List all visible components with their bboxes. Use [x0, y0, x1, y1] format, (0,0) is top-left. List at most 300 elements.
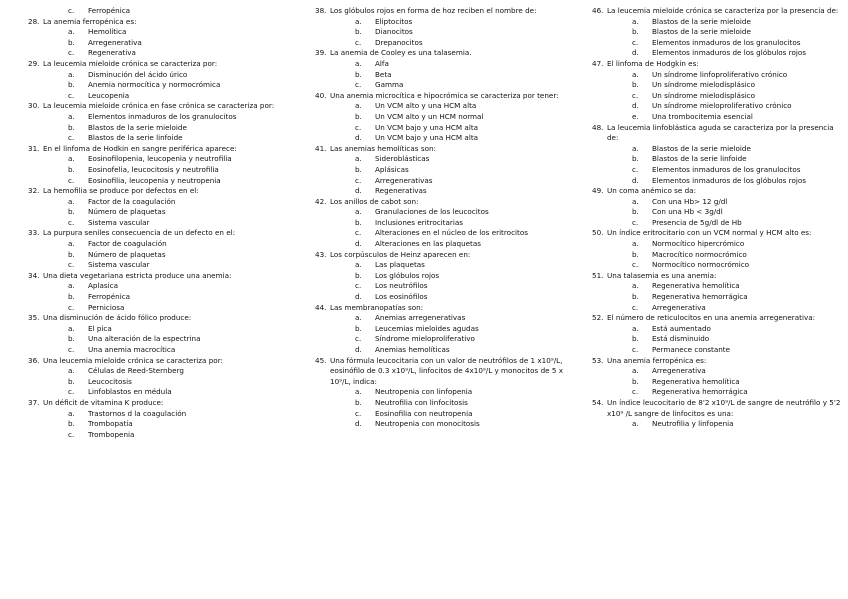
- option-letter: c.: [632, 260, 639, 270]
- option-letter: b.: [632, 27, 639, 37]
- option-letter: b.: [632, 249, 639, 259]
- option-text: El pica: [88, 323, 112, 333]
- option-item: [28, 260, 290, 271]
- option-item: [28, 123, 290, 134]
- option-letter: c.: [355, 281, 362, 291]
- option-item: [315, 154, 585, 165]
- option-item: [592, 154, 842, 165]
- option-item: [315, 207, 585, 218]
- question-text: La leucemia mieloide crónica se caracteriza por:: [43, 58, 218, 68]
- question-29: [28, 59, 290, 70]
- option-letter: a.: [355, 387, 362, 397]
- option-letter: b.: [68, 122, 75, 132]
- option-item: [592, 345, 842, 356]
- option-text: Eosinofilopenia, leucopenia y neutrofilia: [88, 154, 232, 164]
- question-number: 41.: [315, 143, 327, 153]
- option-letter: c.: [68, 175, 75, 185]
- option-text: Elementos inmaduros de los granulocitos: [88, 111, 237, 121]
- option-letter: e.: [632, 111, 639, 121]
- option-item: [28, 48, 290, 59]
- question-text: Una leucemia mieloide crónica se caracteriza por:: [43, 355, 223, 365]
- question-47: [592, 59, 842, 70]
- question-text: Los anillos de cabot son:: [330, 196, 419, 206]
- option-item: [28, 70, 290, 81]
- option-text: Arregenerativa: [88, 37, 142, 47]
- option-item: [315, 228, 585, 239]
- option-item: [315, 334, 585, 345]
- question-text: El número de reticulocitos en una anemia arregenerativa:: [607, 313, 816, 323]
- option-letter: a.: [68, 111, 75, 121]
- option-item: [28, 334, 290, 345]
- option-item: [592, 281, 842, 292]
- option-text: Número de plaquetas: [88, 249, 166, 259]
- option-item: [592, 197, 842, 208]
- option-letter: a.: [68, 69, 75, 79]
- option-text: Un VCM alto y una HCM alta: [375, 101, 477, 111]
- option-letter: b.: [632, 207, 639, 217]
- option-letter: c.: [355, 122, 362, 132]
- question-text: La leucemia mieloide crónica en fase crónica se caracteriza por:: [43, 101, 275, 111]
- option-text: Ferropénica: [88, 6, 131, 15]
- option-letter: a.: [68, 239, 75, 249]
- question-text: Una anemia microcítica e hipocrómica se caracteriza por tener:: [330, 90, 559, 100]
- option-letter: b.: [68, 292, 75, 302]
- option-letter: a.: [632, 323, 639, 333]
- option-item: [315, 260, 585, 271]
- option-item: [315, 38, 585, 49]
- option-item: [592, 303, 842, 314]
- question-number: 30.: [28, 101, 40, 111]
- option-letter: c.: [355, 334, 362, 344]
- option-item: [315, 292, 585, 303]
- option-item: [592, 17, 842, 28]
- question-43: [315, 250, 585, 261]
- option-item: [315, 239, 585, 250]
- option-text: Disminución del ácido úrico: [88, 69, 188, 79]
- option-text: Drepanocitos: [375, 37, 423, 47]
- option-item: [28, 218, 290, 229]
- option-letter: b.: [632, 376, 639, 386]
- option-item: [28, 387, 290, 398]
- option-letter: a.: [68, 366, 75, 376]
- option-item: [592, 91, 842, 102]
- option-item: [28, 6, 290, 17]
- question-number: 34.: [28, 270, 40, 280]
- question-52: [592, 313, 842, 324]
- option-item: [28, 112, 290, 123]
- option-text: Hemolítica: [88, 27, 127, 37]
- option-text: Elementos inmaduros de los glóbulos rojos: [652, 48, 807, 58]
- option-item: [28, 324, 290, 335]
- option-letter: c.: [632, 217, 639, 227]
- option-text: Neutropenia con monocitosis: [375, 419, 480, 429]
- option-text: Regenerativa hemolítica: [652, 376, 740, 386]
- option-letter: c.: [355, 37, 362, 47]
- option-letter: b.: [68, 376, 75, 386]
- option-item: [28, 27, 290, 38]
- option-text: Gamma: [375, 80, 404, 90]
- question-text: La anemia de Cooley es una talasemia.: [330, 48, 472, 58]
- option-letter: c.: [632, 90, 639, 100]
- option-text: Eosinofilia con neutropenia: [375, 408, 473, 418]
- question-48: [592, 123, 842, 144]
- option-letter: c.: [355, 408, 362, 418]
- option-text: Los glóbulos rojos: [375, 270, 440, 280]
- question-number: 31.: [28, 143, 40, 153]
- option-text: Está disminuido: [652, 334, 710, 344]
- option-text: Neutrofilia y linfopenia: [652, 419, 734, 429]
- option-item: [28, 377, 290, 388]
- option-text: Arregenerativa: [652, 366, 706, 376]
- option-letter: b.: [68, 249, 75, 259]
- question-text: Un índice eritrocitario con un VCM normal y HCM alto es:: [607, 228, 812, 238]
- question-number: 32.: [28, 186, 40, 196]
- option-item: [592, 260, 842, 271]
- option-text: Alteraciones en las plaquetas: [375, 239, 482, 249]
- option-text: Trombopenia: [88, 429, 135, 439]
- option-letter: d.: [355, 239, 362, 249]
- question-text: La leucemia linfoblástica aguda se caracteriza por la presencia de:: [607, 122, 834, 143]
- question-33: [28, 228, 290, 239]
- option-letter: a.: [355, 313, 362, 323]
- option-letter: b.: [355, 111, 362, 121]
- question-number: 43.: [315, 249, 327, 259]
- option-item: [28, 133, 290, 144]
- option-text: Un VCM bajo y una HCM alta: [375, 122, 479, 132]
- question-number: 36.: [28, 355, 40, 365]
- option-text: Blastos de la serie mieloide: [652, 143, 751, 153]
- question-number: 42.: [315, 196, 327, 206]
- option-text: Leucocitosis: [88, 376, 132, 386]
- option-text: Linfoblastos en médula: [88, 387, 172, 397]
- option-item: [592, 165, 842, 176]
- option-text: Aplasica: [88, 281, 118, 291]
- option-letter: a.: [355, 154, 362, 164]
- option-letter: d.: [632, 48, 639, 58]
- question-40: [315, 91, 585, 102]
- option-letter: c.: [68, 217, 75, 227]
- option-letter: c.: [632, 37, 639, 47]
- option-item: [28, 281, 290, 292]
- question-54: [592, 398, 842, 419]
- option-letter: c.: [68, 302, 75, 312]
- option-item: [315, 59, 585, 70]
- option-item: [315, 165, 585, 176]
- option-letter: c.: [68, 387, 75, 397]
- question-number: 51.: [592, 270, 604, 280]
- question-text: La leucemia mieloide crónica se caracteriza por la presencia de:: [607, 6, 839, 15]
- option-text: Blastos de la serie linfoide: [652, 154, 747, 164]
- option-letter: a.: [632, 419, 639, 429]
- option-text: Los neutrófilos: [375, 281, 428, 291]
- question-text: Un déficit de vitamina K produce:: [43, 397, 164, 407]
- option-item: [315, 387, 585, 398]
- option-letter: c.: [632, 387, 639, 397]
- option-item: [315, 281, 585, 292]
- question-44: [315, 303, 585, 314]
- option-text: Macrocítico normocrómico: [652, 249, 747, 259]
- question-34: [28, 271, 290, 282]
- column-2: [315, 6, 585, 430]
- option-item: [315, 133, 585, 144]
- question-49: [592, 186, 842, 197]
- question-53: [592, 356, 842, 367]
- option-letter: d.: [355, 345, 362, 354]
- question-number: 54.: [592, 397, 604, 407]
- option-item: [592, 38, 842, 49]
- option-letter: a.: [68, 323, 75, 333]
- option-text: Una alteración de la espectrina: [88, 334, 201, 344]
- option-item: [315, 345, 585, 356]
- option-item: [592, 250, 842, 261]
- option-item: [592, 70, 842, 81]
- option-text: Normocítico hipercrómico: [652, 239, 745, 249]
- question-number: 53.: [592, 355, 604, 365]
- option-letter: a.: [632, 143, 639, 153]
- option-text: Beta: [375, 69, 392, 79]
- option-item: [28, 165, 290, 176]
- question-50: [592, 228, 842, 239]
- option-letter: a.: [68, 408, 75, 418]
- option-text: Un síndrome mielodisplásico: [652, 80, 756, 90]
- option-item: [28, 303, 290, 314]
- option-text: Regenerativa hemorrágica: [652, 387, 748, 397]
- option-letter: a.: [68, 281, 75, 291]
- option-letter: b.: [632, 80, 639, 90]
- option-text: Un VCM bajo y una HCM alta: [375, 133, 479, 143]
- question-number: 45.: [315, 355, 327, 365]
- option-text: Aplásicas: [375, 164, 409, 174]
- question-number: 37.: [28, 397, 40, 407]
- option-text: Regenerativas: [375, 186, 427, 196]
- question-51: [592, 271, 842, 282]
- question-text: El linfoma de Hodgkin es:: [607, 58, 699, 68]
- question-45: [315, 356, 585, 388]
- option-letter: b.: [68, 80, 75, 90]
- option-text: Células de Reed-Sternberg: [88, 366, 184, 376]
- option-item: [28, 250, 290, 261]
- option-text: Perniciosa: [88, 302, 125, 312]
- option-text: Neutropenia con linfopenia: [375, 387, 473, 397]
- question-text: Las anemias hemolíticas son:: [330, 143, 436, 153]
- option-text: Inclusiones eritrocitarias: [375, 217, 463, 227]
- question-text: Una dieta vegetariana estricta produce una anemia:: [43, 270, 232, 280]
- option-text: Sideroblásticas: [375, 154, 430, 164]
- question-number: 40.: [315, 90, 327, 100]
- option-text: Factor de coagulación: [88, 239, 167, 249]
- option-text: Anemias arregenerativas: [375, 313, 466, 323]
- option-text: Blastos de la serie mieloide: [652, 16, 751, 26]
- question-text: Un índice leucocitario de 8'2 x10⁹/L de sangre de neutrófilo y 5'2 x10⁹ /L sangre de linfocitos es una:: [607, 397, 841, 418]
- option-item: [315, 17, 585, 28]
- option-text: Está aumentado: [652, 323, 711, 333]
- option-text: Elementos inmaduros de los glóbulos rojos: [652, 175, 807, 185]
- option-letter: b.: [355, 270, 362, 280]
- option-text: Granulaciones de los leucocitos: [375, 207, 489, 217]
- option-item: [592, 377, 842, 388]
- question-text: La purpura seniles consecuencia de un defecto en el:: [43, 228, 236, 238]
- option-letter: d.: [355, 133, 362, 143]
- option-item: [592, 207, 842, 218]
- option-text: Arregenerativas: [375, 175, 433, 185]
- option-letter: c.: [632, 302, 639, 312]
- option-letter: a.: [355, 207, 362, 217]
- option-letter: b.: [355, 69, 362, 79]
- option-letter: a.: [355, 101, 362, 111]
- option-text: Elementos inmaduros de los granulocitos: [652, 37, 801, 47]
- option-text: Un VCM alto y un HCM normal: [375, 111, 484, 121]
- option-letter: d.: [355, 186, 362, 196]
- option-text: Arregenerativa: [652, 302, 706, 312]
- option-letter: b.: [632, 154, 639, 164]
- option-letter: a.: [632, 16, 639, 26]
- option-item: [592, 419, 842, 430]
- option-text: Trombopatía: [88, 419, 133, 429]
- option-item: [28, 176, 290, 187]
- option-letter: b.: [355, 217, 362, 227]
- option-text: Sistema vascular: [88, 260, 150, 270]
- option-text: Una trombocitemia esencial: [652, 111, 753, 121]
- column-1: [28, 6, 290, 440]
- option-letter: b.: [68, 419, 75, 429]
- question-number: 47.: [592, 58, 604, 68]
- question-41: [315, 144, 585, 155]
- option-item: [315, 186, 585, 197]
- question-text: Una talasemia es una anemia:: [607, 270, 717, 280]
- question-37: [28, 398, 290, 409]
- option-item: [28, 38, 290, 49]
- option-item: [315, 112, 585, 123]
- option-item: [315, 27, 585, 38]
- option-letter: d.: [355, 419, 362, 429]
- option-letter: c.: [68, 48, 75, 58]
- question-text: Una fórmula leucocitaria con un valor de neutrófilos de 1 x10⁹/L, eosinófilo de 0.3 x10⁹/L, linfocitos de 4x10⁹/L y monocitos de 5 x 10⁹/L, indica:: [330, 355, 563, 386]
- question-text: Los glóbulos rojos en forma de hoz reciben el nombre de:: [330, 6, 537, 15]
- option-letter: c.: [68, 345, 75, 354]
- question-text: Una disminución de ácido fólico produce:: [43, 313, 192, 323]
- option-text: Número de plaquetas: [88, 207, 166, 217]
- option-letter: b.: [632, 292, 639, 302]
- option-item: [28, 430, 290, 441]
- option-letter: c.: [355, 175, 362, 185]
- option-text: Normocítico normocrómico: [652, 260, 750, 270]
- question-number: 29.: [28, 58, 40, 68]
- option-letter: a.: [632, 281, 639, 291]
- option-item: [315, 70, 585, 81]
- question-number: 44.: [315, 302, 327, 312]
- option-letter: c.: [355, 228, 362, 238]
- option-text: Alfa: [375, 58, 389, 68]
- option-text: Anemias hemolíticas: [375, 345, 450, 354]
- option-item: [315, 313, 585, 324]
- question-text: La hemofilia se produce por defectos en el:: [43, 186, 199, 196]
- option-letter: a.: [355, 58, 362, 68]
- option-text: Blastos de la serie mieloide: [88, 122, 187, 132]
- option-item: [592, 80, 842, 91]
- option-item: [592, 334, 842, 345]
- option-text: Blastos de la serie linfoide: [88, 133, 183, 143]
- option-letter: b.: [68, 207, 75, 217]
- option-item: [592, 366, 842, 377]
- option-text: Alteraciones en el núcleo de los eritrocitos: [375, 228, 528, 238]
- option-text: Ferropénica: [88, 292, 131, 302]
- option-text: Con una Hb < 3g/dl: [652, 207, 723, 217]
- option-item: [592, 324, 842, 335]
- option-letter: a.: [68, 27, 75, 37]
- option-letter: b.: [632, 334, 639, 344]
- option-text: Leucopenia: [88, 90, 130, 100]
- option-item: [28, 154, 290, 165]
- option-item: [315, 176, 585, 187]
- option-item: [28, 292, 290, 303]
- option-item: [592, 48, 842, 59]
- option-letter: c.: [68, 429, 75, 439]
- option-letter: d.: [632, 101, 639, 111]
- option-text: Leucemias mieloides agudas: [375, 323, 479, 333]
- option-item: [28, 207, 290, 218]
- option-item: [592, 144, 842, 155]
- option-letter: a.: [632, 69, 639, 79]
- option-item: [28, 91, 290, 102]
- option-letter: b.: [68, 164, 75, 174]
- question-number: 50.: [592, 228, 604, 238]
- question-number: 33.: [28, 228, 40, 238]
- option-text: Eosinofilia, leucopenia y neutropenia: [88, 175, 221, 185]
- option-text: Permanece constante: [652, 345, 731, 354]
- option-letter: a.: [355, 260, 362, 270]
- option-item: [28, 197, 290, 208]
- option-item: [28, 80, 290, 91]
- option-item: [592, 101, 842, 112]
- option-item: [315, 409, 585, 420]
- option-text: Factor de la coagulación: [88, 196, 176, 206]
- option-text: Dianocitos: [375, 27, 413, 37]
- option-letter: c.: [632, 345, 639, 354]
- option-text: Un síndrome linfoproliferativo crónico: [652, 69, 788, 79]
- question-number: 38.: [315, 6, 327, 15]
- option-letter: a.: [632, 366, 639, 376]
- option-item: [315, 101, 585, 112]
- option-item: [28, 345, 290, 356]
- option-letter: c.: [632, 164, 639, 174]
- option-text: Regenerativa: [88, 48, 136, 58]
- question-36: [28, 356, 290, 367]
- question-text: Los corpúsculos de Heinz aparecen en:: [330, 249, 471, 259]
- option-text: Neutrofilia con linfocitosis: [375, 397, 468, 407]
- question-number: 35.: [28, 313, 40, 323]
- question-30: [28, 101, 290, 112]
- option-text: Trastornos d la coagulación: [88, 408, 187, 418]
- option-text: Una anemia macrocítica: [88, 345, 176, 354]
- column-3: [592, 6, 842, 430]
- option-letter: c.: [68, 6, 75, 15]
- question-text: Las membranopatías son:: [330, 302, 424, 312]
- option-item: [592, 239, 842, 250]
- option-item: [592, 27, 842, 38]
- option-item: [28, 239, 290, 250]
- option-letter: c.: [68, 90, 75, 100]
- question-35: [28, 313, 290, 324]
- option-text: Síndrome mieloproliferativo: [375, 334, 475, 344]
- option-letter: d.: [632, 175, 639, 185]
- option-letter: b.: [68, 334, 75, 344]
- option-item: [592, 112, 842, 123]
- question-number: 48.: [592, 122, 604, 132]
- option-text: Con una Hb> 12 g/dl: [652, 196, 728, 206]
- option-letter: b.: [355, 27, 362, 37]
- option-text: Eliptocitos: [375, 16, 413, 26]
- option-letter: a.: [68, 154, 75, 164]
